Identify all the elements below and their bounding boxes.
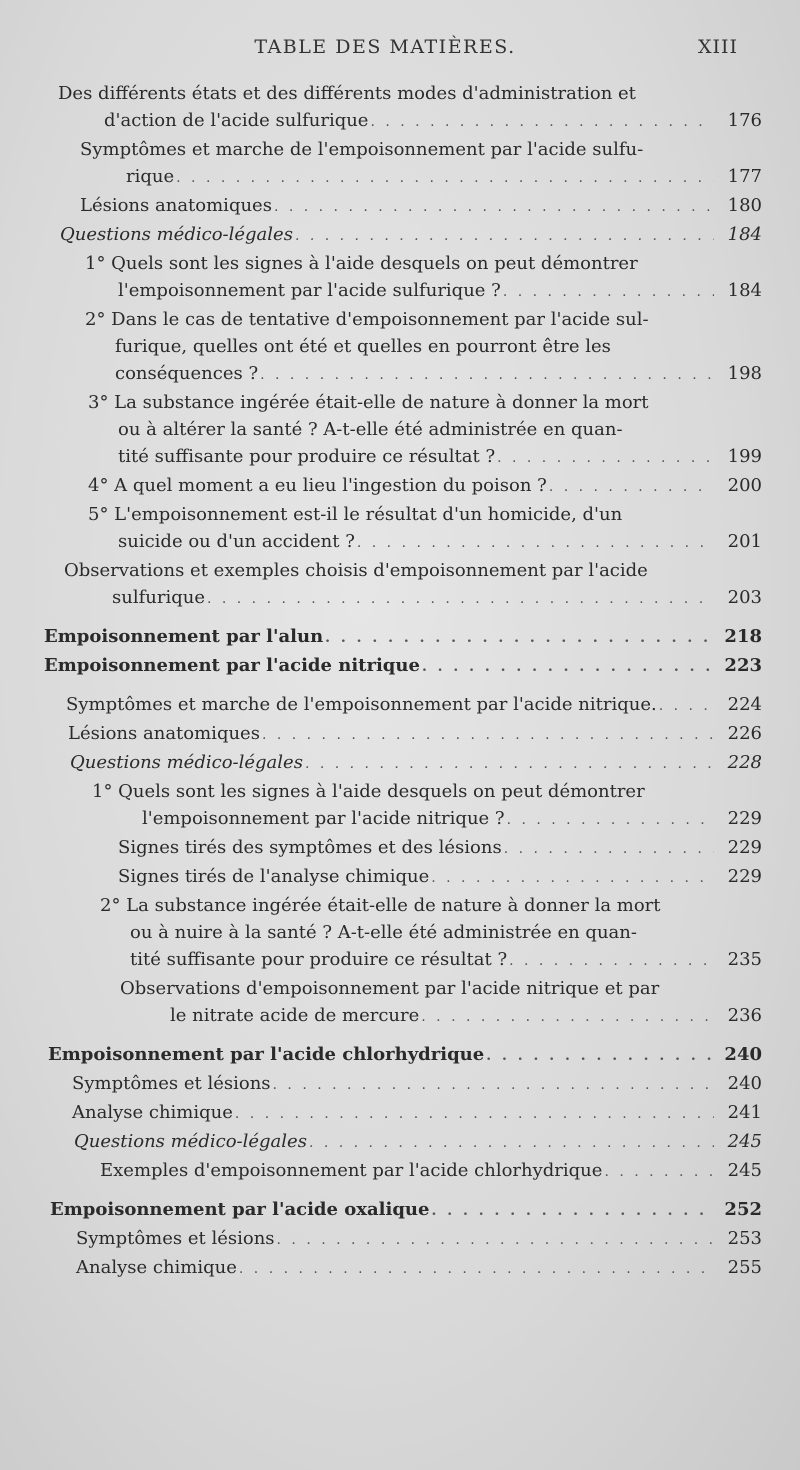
dot-leader — [277, 1227, 714, 1254]
dot-leader — [504, 836, 714, 863]
toc-entry-final-line — [0, 1070, 762, 1099]
toc-page-number: 240 — [727, 1073, 762, 1094]
dot-leader — [239, 1256, 714, 1283]
toc-entry-text: conséquences ? — [115, 363, 259, 384]
toc-entry — [0, 192, 762, 221]
toc-entry-line: 1° Quels sont les signes à l'aide desquels on peut démontrer — [92, 781, 645, 802]
toc-page-number: 203 — [727, 587, 762, 608]
toc-page-number: 180 — [727, 195, 762, 216]
toc-entry-final-line — [0, 1128, 762, 1157]
toc-page-number: 253 — [727, 1228, 762, 1249]
toc-page-number: 229 — [727, 808, 762, 829]
toc-entry-text: l'empoisonnement par l'acide sulfurique ? — [118, 280, 501, 301]
toc-entry-final-line — [0, 221, 762, 250]
toc-entry — [0, 720, 762, 749]
toc-entry-final-line — [0, 277, 762, 306]
toc-entry-text: l'empoisonnement par l'acide nitrique ? — [142, 808, 505, 829]
toc-page-number: 229 — [727, 837, 762, 858]
toc-entry-final-line — [0, 1254, 762, 1283]
section-gap — [0, 613, 800, 623]
toc-entry-final-line — [0, 584, 762, 613]
dot-leader — [325, 625, 714, 652]
toc-entry-final-line — [0, 1196, 762, 1225]
toc-page-number: 252 — [724, 1199, 762, 1220]
toc-entry-line: 1° Quels sont les signes à l'aide desquels on peut démontrer — [85, 253, 638, 274]
toc-entry — [0, 778, 762, 834]
toc-page-number: 226 — [727, 723, 762, 744]
toc-entry — [0, 1070, 762, 1099]
toc-entry — [0, 1128, 762, 1157]
dot-leader — [503, 279, 714, 306]
page-title: TABLE DES MATIÈRES. — [254, 36, 516, 58]
toc-entry-final-line — [0, 652, 762, 681]
toc-entry-text: le nitrate acide de mercure — [170, 1005, 420, 1026]
toc-entry-line: 2° Dans le cas de tentative d'empoisonnement par l'acide sul- — [85, 309, 649, 330]
toc-entry-text: Questions médico-légales — [60, 224, 293, 245]
toc-entry-text: Lésions anatomiques — [68, 723, 260, 744]
toc-entry — [0, 652, 762, 681]
toc-entry-line: Des différents états et des différents modes d'administration et — [58, 83, 636, 104]
dot-leader — [309, 1130, 714, 1157]
toc-page-number: 245 — [727, 1160, 762, 1181]
toc-page-number: 236 — [727, 1005, 762, 1026]
toc-entry — [0, 136, 762, 192]
toc-entry-final-line — [0, 192, 762, 221]
toc-entry-text: Questions médico-légales — [70, 752, 303, 773]
toc-page-number: 229 — [727, 866, 762, 887]
toc-entry — [0, 306, 762, 389]
toc-page-number: 255 — [727, 1257, 762, 1278]
dot-leader — [274, 194, 714, 221]
toc-entry-text: Symptômes et marche de l'empoisonnement par l'acide nitrique. — [66, 694, 657, 715]
toc-entry-final-line — [0, 360, 762, 389]
toc-entry-text: sulfurique — [112, 587, 205, 608]
dot-leader — [486, 1043, 714, 1070]
dot-leader — [422, 654, 714, 681]
toc-entry-line: 3° La substance ingérée était-elle de nature à donner la mort — [88, 392, 649, 413]
toc-entry — [0, 623, 762, 652]
toc-entry — [0, 749, 762, 778]
toc-entry-text: Empoisonnement par l'alun — [44, 626, 324, 647]
toc-entry-text: rique — [126, 166, 175, 187]
toc-entry-line: Symptômes et marche de l'empoisonnement par l'acide sulfu- — [80, 139, 644, 160]
dot-leader — [497, 445, 714, 472]
toc-entry-text: tité suffisante pour produire ce résultat ? — [130, 949, 508, 970]
dot-leader — [549, 474, 714, 501]
toc-entry-text: Symptômes et lésions — [72, 1073, 271, 1094]
toc-entry-text: Signes tirés de l'analyse chimique — [118, 866, 430, 887]
toc-page-number: 224 — [727, 694, 762, 715]
dot-leader — [421, 1004, 714, 1031]
toc-entry — [0, 1157, 762, 1186]
toc-entry-final-line — [0, 691, 762, 720]
toc-entry — [0, 501, 762, 557]
dot-leader — [207, 586, 714, 613]
toc-entry — [0, 892, 762, 975]
toc-entry-final-line — [0, 1157, 762, 1186]
section-gap — [0, 1031, 800, 1041]
toc-entry — [0, 389, 762, 472]
toc-entry-line: Observations et exemples choisis d'empoisonnement par l'acide — [64, 560, 648, 581]
toc-entry — [0, 1225, 762, 1254]
toc-entry-text: 4° A quel moment a eu lieu l'ingestion du poison ? — [88, 475, 547, 496]
toc-entry-final-line — [0, 863, 762, 892]
dot-leader — [305, 751, 714, 778]
dot-leader — [509, 948, 714, 975]
toc-page-number: 177 — [727, 166, 762, 187]
toc-entry — [0, 834, 762, 863]
toc-page-number: 176 — [727, 110, 762, 131]
toc-entry-final-line — [0, 623, 762, 652]
toc-page-number: 218 — [724, 626, 762, 647]
section-gap — [0, 681, 800, 691]
toc-entry-text: suicide ou d'un accident ? — [118, 531, 355, 552]
dot-leader — [604, 1159, 714, 1186]
toc-entry-text: Lésions anatomiques — [80, 195, 272, 216]
dot-leader — [431, 865, 714, 892]
dot-leader — [507, 807, 714, 834]
toc-entry-text: Analyse chimique — [72, 1102, 233, 1123]
toc-entry-final-line — [0, 107, 762, 136]
toc-entry-final-line — [0, 443, 762, 472]
toc-entry — [0, 557, 762, 613]
toc-page-number: 198 — [727, 363, 762, 384]
dot-leader — [235, 1101, 714, 1128]
toc-page-number: 241 — [727, 1102, 762, 1123]
toc-entry-final-line — [0, 1225, 762, 1254]
toc-entry — [0, 472, 762, 501]
toc-entry — [0, 691, 762, 720]
dot-leader — [273, 1072, 714, 1099]
toc-entry-final-line — [0, 1041, 762, 1070]
page-header — [0, 36, 800, 66]
dot-leader — [260, 362, 714, 389]
toc-entry — [0, 221, 762, 250]
toc-entry-final-line — [0, 528, 762, 557]
toc-page-number: 184 — [727, 224, 762, 245]
toc-entry-final-line — [0, 749, 762, 778]
toc-entry-line: ou à nuire à la santé ? A-t-elle été administrée en quan- — [130, 922, 637, 943]
dot-leader — [176, 165, 714, 192]
toc-page-number: 245 — [727, 1131, 762, 1152]
toc-entry-final-line — [0, 946, 762, 975]
section-gap — [0, 1186, 800, 1196]
toc-entry-final-line — [0, 834, 762, 863]
toc-page-number: 223 — [724, 655, 762, 676]
toc-page-number: 240 — [724, 1044, 762, 1065]
toc-entry-text: Symptômes et lésions — [76, 1228, 275, 1249]
toc-entry — [0, 1196, 762, 1225]
toc-entry — [0, 1041, 762, 1070]
toc-entry — [0, 1254, 762, 1283]
toc-entry-final-line — [0, 805, 762, 834]
toc-entry-text: d'action de l'acide sulfurique — [104, 110, 369, 131]
toc-page-number: 199 — [727, 446, 762, 467]
toc-page-number: 200 — [727, 475, 762, 496]
toc-page-number: 201 — [727, 531, 762, 552]
table-of-contents — [0, 80, 800, 1283]
toc-entry-final-line — [0, 720, 762, 749]
toc-entry-text: Exemples d'empoisonnement par l'acide chlorhydrique — [100, 1160, 603, 1181]
toc-entry-line: Observations d'empoisonnement par l'acide nitrique et par — [120, 978, 660, 999]
toc-entry — [0, 250, 762, 306]
toc-entry-text: tité suffisante pour produire ce résultat ? — [118, 446, 496, 467]
toc-entry-final-line — [0, 472, 762, 501]
toc-entry-final-line — [0, 1002, 762, 1031]
toc-page-number: 228 — [727, 752, 762, 773]
toc-entry — [0, 975, 762, 1031]
toc-entry — [0, 80, 762, 136]
toc-page-number: 235 — [727, 949, 762, 970]
toc-entry-text: Questions médico-légales — [74, 1131, 307, 1152]
page-number: XIII — [697, 36, 738, 58]
dot-leader — [357, 530, 714, 557]
toc-page-number: 184 — [727, 280, 762, 301]
toc-entry-final-line — [0, 1099, 762, 1128]
toc-entry-text: Empoisonnement par l'acide nitrique — [44, 655, 420, 676]
dot-leader — [295, 223, 714, 250]
toc-entry — [0, 1099, 762, 1128]
toc-entry-text: Signes tirés des symptômes et des lésions — [118, 837, 502, 858]
toc-entry-line: ou à altérer la santé ? A-t-elle été administrée en quan- — [118, 419, 623, 440]
toc-entry-line: furique, quelles ont été et quelles en pourront être les — [115, 336, 611, 357]
dot-leader — [659, 693, 714, 720]
dot-leader — [431, 1198, 714, 1225]
toc-entry-text: Analyse chimique — [76, 1257, 237, 1278]
toc-entry-text: Empoisonnement par l'acide oxalique — [50, 1199, 430, 1220]
dot-leader — [262, 722, 714, 749]
toc-entry-final-line — [0, 163, 762, 192]
toc-entry-line: 5° L'empoisonnement est-il le résultat d'un homicide, d'un — [88, 504, 623, 525]
toc-entry-line: 2° La substance ingérée était-elle de nature à donner la mort — [100, 895, 661, 916]
toc-entry — [0, 863, 762, 892]
toc-entry-text: Empoisonnement par l'acide chlorhydrique — [48, 1044, 485, 1065]
dot-leader — [370, 109, 714, 136]
